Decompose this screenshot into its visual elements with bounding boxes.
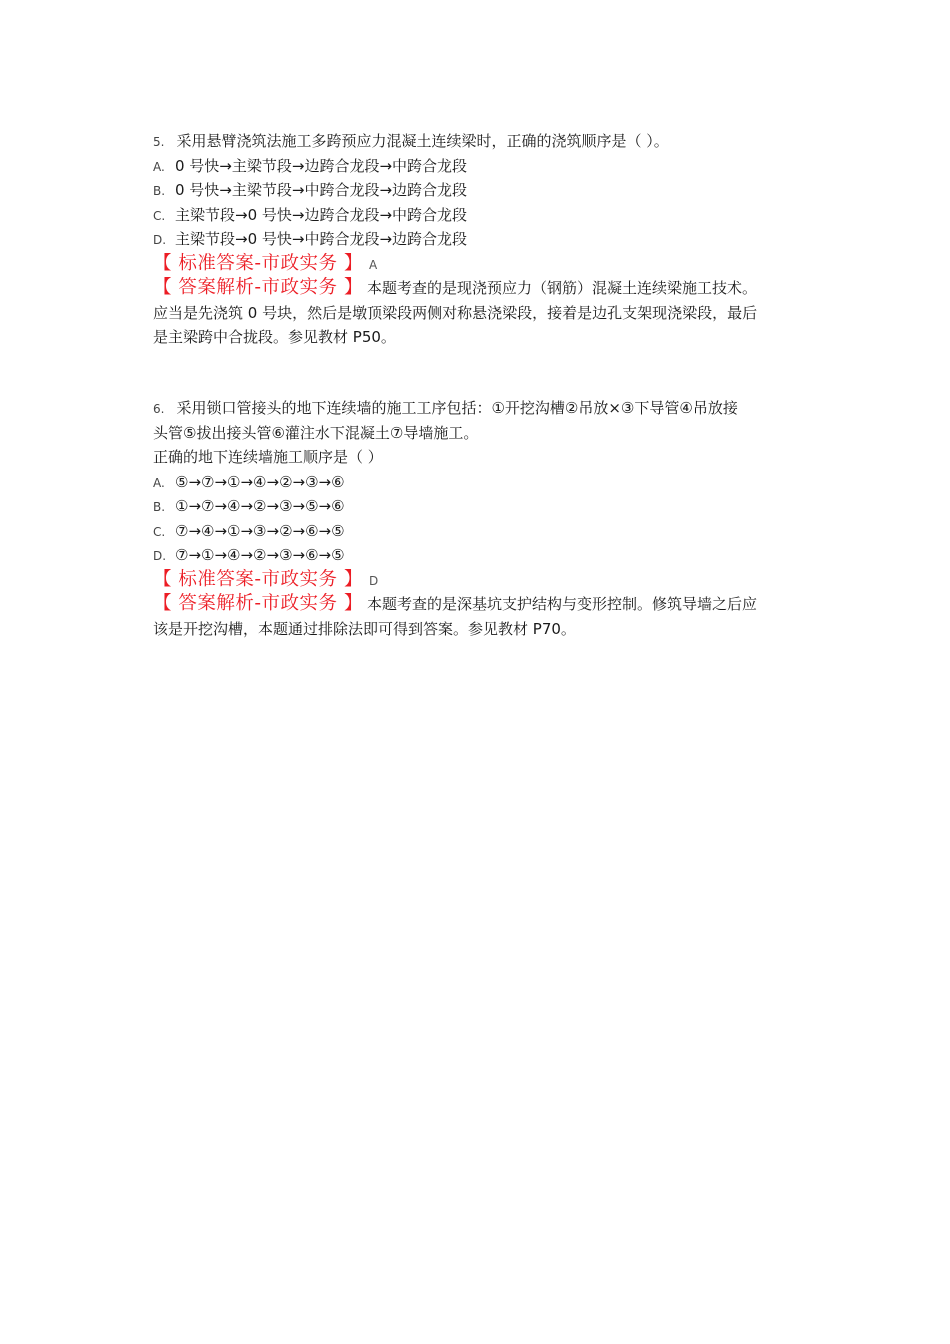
answer-analysis — [153, 276, 813, 301]
standard-answer-tag: 【 标准答案-市政实务 】 — [153, 252, 363, 274]
question-stem-line: 头管⑤拔出接头管⑥灌注水下混凝土⑦导墙施工。 — [153, 423, 479, 442]
option-text: ⑤→⑦→①→④→②→③→⑥ — [175, 472, 345, 491]
option-c — [153, 203, 813, 228]
question-6 — [153, 396, 813, 641]
analysis-text: 本题考查的是深基坑支护结构与变形控制。修筑导墙之后应 — [366, 595, 757, 613]
answer-value: D — [368, 573, 379, 588]
option-d — [153, 543, 813, 568]
analysis-text: 本题考查的是现浇预应力（钢筋）混凝土连续梁施工技术。 — [366, 279, 757, 297]
analysis-line: 该是开挖沟槽，本题通过排除法即可得到答案。参见教材 P70。 — [153, 619, 576, 638]
option-text: ①→⑦→④→②→③→⑤→⑥ — [175, 497, 345, 515]
option-text: 0 号快→主梁节段→中跨合龙段→边跨合龙段 — [175, 181, 468, 199]
option-text: 0 号快→主梁节段→边跨合龙段→中跨合龙段 — [175, 156, 468, 175]
option-text: ⑦→④→①→③→②→⑥→⑤ — [175, 521, 345, 540]
standard-answer — [153, 568, 813, 593]
analysis-line: 是主梁跨中合拢段。参见教材 P50。 — [153, 328, 396, 346]
option-a — [153, 154, 813, 179]
option-b — [153, 494, 813, 519]
question-5 — [153, 129, 813, 350]
option-letter: B. — [153, 184, 166, 198]
option-letter: D. — [153, 233, 167, 247]
option-letter: A. — [153, 159, 165, 174]
option-text: 主梁节段→0 号快→中跨合龙段→边跨合龙段 — [175, 230, 468, 248]
answer-analysis-tag: 【 答案解析-市政实务 】 — [153, 277, 363, 298]
option-letter: C. — [153, 208, 166, 223]
answer-value: A — [368, 257, 378, 272]
option-letter: C. — [153, 524, 166, 539]
question-number: 5. — [153, 135, 165, 149]
option-b — [153, 178, 813, 203]
question-stem-text: 采用悬臂浇筑法施工多跨预应力混凝土连续梁时，正确的浇筑顺序是（ ）。 — [176, 132, 669, 150]
option-letter: A. — [153, 475, 165, 490]
option-text: ⑦→①→④→②→③→⑥→⑤ — [175, 546, 345, 564]
analysis-line: 应当是先浇筑 0 号块，然后是墩顶梁段两侧对称悬浇梁段，接着是边孔支架现浇梁段，最后 — [153, 303, 758, 322]
option-letter: B. — [153, 500, 166, 514]
standard-answer — [153, 252, 813, 277]
option-letter: D. — [153, 549, 167, 563]
option-text: 主梁节段→0 号快→边跨合龙段→中跨合龙段 — [175, 205, 468, 224]
question-stem — [153, 129, 813, 154]
option-d — [153, 227, 813, 252]
question-stem — [153, 396, 813, 421]
question-stem-text: 采用锁口管接头的地下连续墙的施工工序包括：①开挖沟槽②吊放×③下导管④吊放接 — [176, 399, 738, 417]
option-a — [153, 470, 813, 495]
question-number: 6. — [153, 402, 165, 416]
answer-analysis — [153, 592, 813, 617]
standard-answer-tag: 【 标准答案-市政实务 】 — [153, 568, 363, 590]
question-stem-line: 正确的地下连续墙施工顺序是（ ） — [153, 448, 383, 466]
option-c — [153, 519, 813, 544]
answer-analysis-tag: 【 答案解析-市政实务 】 — [153, 593, 363, 614]
